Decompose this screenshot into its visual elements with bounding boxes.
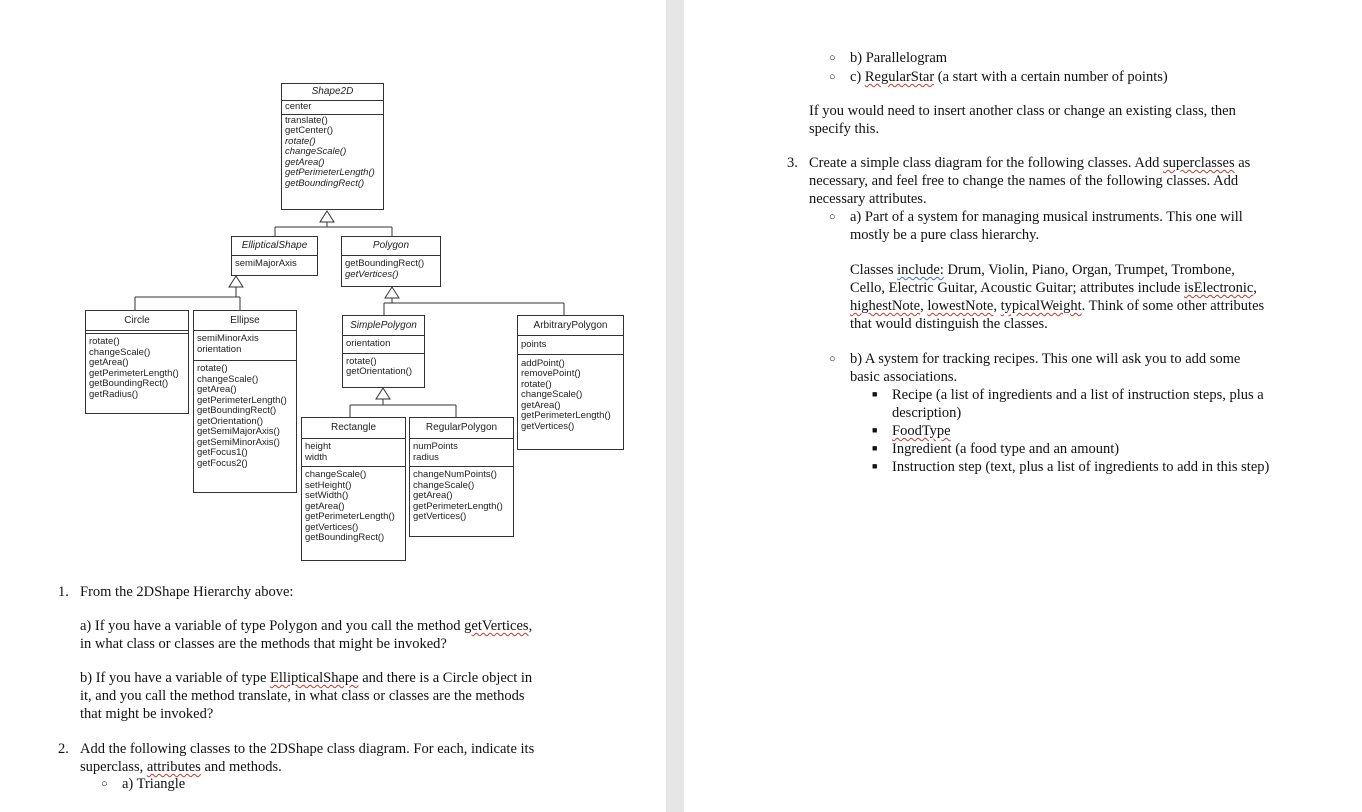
instruction-item: Instruction step (text, plus a list of ingredients to add in this step)	[892, 459, 1270, 475]
method: getFocus1()	[197, 447, 248, 458]
document-page-left	[0, 0, 666, 812]
q2-text-end: and methods.	[200, 759, 282, 775]
q2c-class-name: RegularStar	[864, 69, 935, 85]
classes-word: Classes	[850, 262, 898, 278]
q1b-text: b) If you have a variable of type	[80, 670, 271, 686]
class-circle	[85, 310, 189, 414]
q3-line1	[809, 154, 1250, 172]
q3a-line1: a) Part of a system for managing musical instruments. This one will	[850, 209, 1243, 225]
inheritance-arrow-simplepolygon	[376, 388, 390, 399]
document-page-right	[684, 0, 1362, 812]
hollow-bullet-icon: ○	[829, 353, 836, 365]
method: getPerimeterLength()	[305, 511, 395, 522]
method: getPerimeterLength()	[521, 410, 611, 421]
method: getBoundingRect()	[305, 532, 385, 543]
q1b-line1	[80, 669, 532, 687]
typical-weight-word: typicalWeight	[1000, 298, 1082, 314]
method: getArea()	[197, 384, 237, 395]
hollow-bullet-icon: ○	[829, 211, 836, 223]
method: getVertices()	[345, 268, 399, 280]
method: getSemiMajorAxis()	[197, 426, 280, 437]
attribute: height	[305, 441, 331, 452]
method: setHeight()	[305, 479, 352, 491]
classes-line2-text: Cello, Electric Guitar, Acoustic Guitar; attributes include	[850, 280, 1185, 296]
class-name: EllipticalShape	[232, 237, 317, 256]
attributes-section	[518, 336, 623, 355]
method: changeScale()	[89, 346, 151, 358]
q2c-prefix: c)	[850, 69, 865, 85]
method: getRadius()	[89, 388, 139, 400]
q3b-line1: b) A system for tracking recipes. This one will ask you to add some	[850, 351, 1241, 367]
class-rectangle	[301, 417, 406, 561]
class-ellipse	[193, 310, 297, 493]
methods-section	[282, 115, 383, 191]
method: addPoint()	[521, 357, 565, 369]
class-arbitrary-polygon	[517, 315, 624, 450]
method: changeScale()	[285, 146, 347, 157]
method: rotate()	[89, 336, 120, 347]
method: rotate()	[197, 363, 228, 374]
q3a-line2: mostly be a pure class hierarchy.	[850, 227, 1040, 243]
attribute: semiMajorAxis	[235, 258, 297, 269]
class-shape2d	[281, 83, 384, 210]
attributes-section	[282, 101, 383, 115]
attribute: orientation	[346, 338, 391, 349]
method: removePoint()	[521, 368, 581, 379]
method: getPerimeterLength()	[197, 394, 287, 406]
methods-section	[86, 334, 188, 401]
method: rotate()	[285, 135, 316, 147]
q3-line3: necessary attributes.	[809, 191, 927, 207]
attribute: semiMinorAxis	[197, 333, 259, 344]
class-polygon	[341, 236, 441, 287]
q1b-line3: that might be invoked?	[80, 706, 214, 722]
q3-text-end: as	[1234, 155, 1251, 171]
attributes-section	[410, 439, 513, 467]
insert-line1: If you would need to insert another class or change an existing class, then	[809, 103, 1236, 119]
class-name: Circle	[86, 311, 188, 331]
q2-attributes-word: attributes	[146, 759, 201, 775]
method: getArea()	[521, 399, 561, 411]
methods-section	[342, 256, 440, 281]
method: getBoundingRect()	[345, 258, 425, 269]
classes-line2	[850, 279, 1257, 297]
method: getSemiMinorAxis()	[197, 436, 280, 448]
q1-number: 1.	[58, 584, 69, 600]
attribute: center	[285, 101, 312, 112]
class-name: Rectangle	[302, 418, 405, 439]
method: translate()	[285, 114, 328, 126]
q2-number: 2.	[58, 741, 69, 757]
hollow-bullet-icon: ○	[101, 778, 108, 790]
method: changeScale()	[521, 389, 583, 400]
method: changeNumPoints()	[413, 469, 497, 480]
class-simple-polygon	[342, 315, 425, 388]
method: changeScale()	[413, 479, 475, 491]
method: setWidth()	[305, 490, 349, 501]
methods-section	[410, 467, 513, 524]
method: getBoundingRect()	[89, 378, 169, 389]
q1-title: From the 2DShape Hierarchy above:	[80, 584, 294, 600]
method: getArea()	[413, 490, 453, 501]
q2a-item: a) Triangle	[122, 776, 186, 792]
method: getArea()	[89, 357, 129, 368]
class-regular-polygon	[409, 417, 514, 537]
q1b-line2: it, and you call the method translate, in what class or classes are the methods	[80, 688, 525, 704]
method: rotate()	[346, 355, 377, 367]
classes-line3-end: . Think of some other attributes	[1081, 298, 1265, 314]
highest-note-word: highestNote	[850, 298, 921, 314]
attribute: radius	[413, 451, 439, 463]
insert-line2: specify this.	[809, 121, 880, 137]
square-bullet-icon: ■	[872, 425, 878, 435]
classes-line2-end: ,	[1253, 280, 1257, 296]
method: getBoundingRect()	[197, 405, 277, 416]
hollow-bullet-icon: ○	[829, 52, 836, 64]
method: changeScale()	[197, 373, 259, 385]
class-elliptical-shape	[231, 236, 318, 276]
class-name: Shape2D	[282, 84, 383, 101]
recipe-line1: Recipe (a list of ingredients and a list of instruction steps, plus a	[892, 387, 1264, 403]
class-name: ArbitraryPolygon	[518, 316, 623, 336]
ingredient-item: Ingredient (a food type and an amount)	[892, 441, 1120, 457]
method: getPerimeterLength()	[413, 500, 503, 512]
classes-line4: that would distinguish the classes.	[850, 316, 1048, 332]
method: getFocus2()	[197, 457, 248, 469]
q2c-item	[850, 68, 1168, 86]
method: getVertices()	[305, 521, 359, 533]
method: getCenter()	[285, 125, 334, 136]
class-name: RegularPolygon	[410, 418, 513, 439]
method: getOrientation()	[346, 366, 413, 377]
q2b-item: b) Parallelogram	[850, 50, 948, 66]
method: getPerimeterLength()	[285, 167, 375, 178]
q1a-comma: ,	[528, 618, 533, 634]
classes-line1	[850, 261, 1235, 279]
q1a-method-name: getVertices	[464, 618, 529, 634]
square-bullet-icon: ■	[872, 443, 878, 453]
attributes-section	[302, 439, 405, 467]
recipe-line2: description)	[892, 405, 962, 421]
hollow-bullet-icon: ○	[829, 71, 836, 83]
methods-section	[302, 467, 405, 545]
q1b-type-name: EllipticalShape	[270, 670, 359, 686]
inheritance-arrow-polygon	[385, 287, 399, 298]
q3b-line2: basic associations.	[850, 369, 958, 385]
square-bullet-icon: ■	[872, 389, 878, 399]
q1a-line1	[80, 617, 532, 635]
inheritance-arrow-shape2d	[320, 211, 334, 222]
methods-section	[518, 355, 623, 434]
method: getArea()	[285, 156, 325, 168]
attribute: numPoints	[413, 441, 458, 452]
method: getArea()	[305, 500, 345, 512]
page-gap	[666, 0, 684, 812]
method: rotate()	[521, 378, 552, 390]
include-word: include:	[897, 262, 944, 278]
method: getBoundingRect()	[285, 177, 365, 189]
class-name: Polygon	[342, 237, 440, 256]
attributes-section	[232, 256, 317, 271]
method: getVertices()	[413, 511, 467, 522]
method: getPerimeterLength()	[89, 367, 179, 379]
q2-text: superclass,	[80, 759, 147, 775]
classes-list: Drum, Violin, Piano, Organ, Trumpet, Trombone,	[943, 262, 1235, 278]
class-name: Ellipse	[194, 311, 296, 331]
q2-line2	[80, 758, 282, 776]
attribute: points	[521, 339, 547, 350]
inheritance-arrow-elliptical	[229, 276, 243, 287]
q3-text: Create a simple class diagram for the following classes. Add	[809, 155, 1163, 171]
square-bullet-icon: ■	[872, 461, 878, 471]
method: changeScale()	[305, 469, 367, 480]
q3-superclasses-word: superclasses	[1162, 155, 1235, 171]
q3-line2: necessary, and feel free to change the names of the following classes. Add	[809, 173, 1239, 189]
is-electronic-word: isElectronic	[1184, 280, 1254, 296]
attributes-section	[343, 336, 424, 354]
methods-section	[194, 361, 296, 470]
attribute: width	[305, 451, 328, 463]
separator: ,	[993, 298, 1001, 314]
q1a-text: a) If you have a variable of type Polygon and you call the method	[80, 618, 465, 634]
q1b-text-end: and there is a Circle object in	[358, 670, 533, 686]
methods-section	[343, 354, 424, 379]
separator: ,	[920, 298, 928, 314]
q3-number: 3.	[787, 155, 798, 171]
q2-line1: Add the following classes to the 2DShape class diagram. For each, indicate its	[80, 741, 535, 757]
q2c-text: (a start with a certain number of points)	[934, 69, 1168, 85]
attributes-section	[194, 331, 296, 361]
method: getOrientation()	[197, 415, 264, 427]
q1a-line2: in what class or classes are the methods that might be invoked?	[80, 636, 447, 652]
method: getVertices()	[521, 420, 575, 432]
class-name: SimplePolygon	[343, 316, 424, 336]
foodtype-item: FoodType	[892, 423, 951, 439]
lowest-note-word: lowestNote	[927, 298, 994, 314]
attribute: orientation	[197, 343, 242, 355]
classes-line3	[850, 297, 1264, 315]
